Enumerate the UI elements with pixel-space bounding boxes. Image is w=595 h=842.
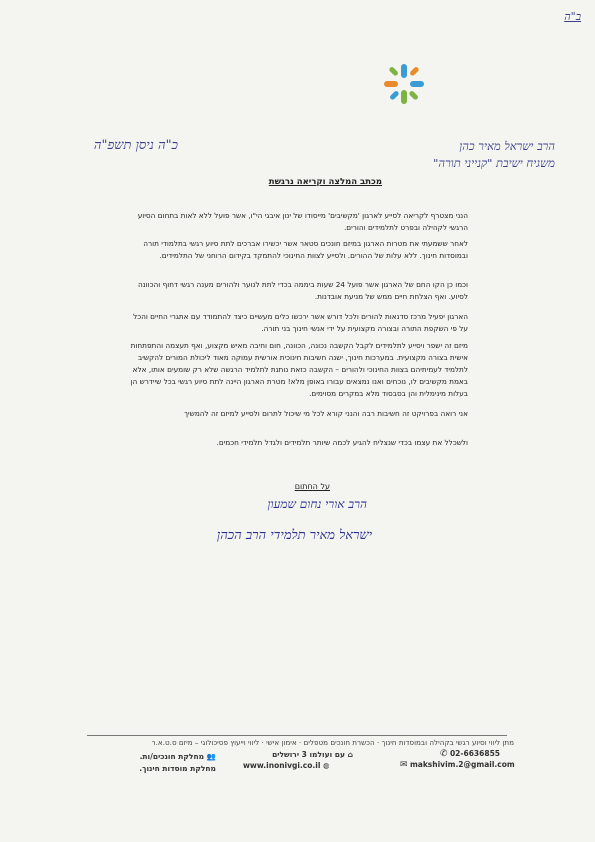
signoff: על החתום: [294, 482, 330, 491]
corner-mark: ב"ה: [564, 10, 581, 23]
footer-dept-2: [106, 764, 216, 773]
footer-address: עם ועולמו 3 ירושלים: [272, 750, 345, 759]
footer-website-row[interactable]: [243, 761, 363, 770]
signature-line-2: ישראל מאיר תלמידי הרב הכהן: [216, 528, 372, 543]
people-icon: 👥: [206, 752, 216, 761]
footer-divider: [87, 735, 507, 736]
footer-dept-1: [106, 752, 216, 761]
footer-email[interactable]: makshivim.2@gmail.com: [409, 760, 515, 769]
footer-services: מתן ליווי וסיוע רגשי בקהילה ובמוסדות חינוך · הכשרת חונכים מטפלים · אימון אישי · ליווי וייעוץ פסיכולוגי – מיזם ס.ט.א.ר: [151, 738, 514, 747]
globe-icon: ◍: [323, 761, 330, 770]
letter-title: מכתב המלצה וקריאה נרגשת: [268, 177, 382, 187]
logo-mark-icon: [382, 62, 426, 106]
paragraph-5: מיזם זה ישפר ויסייע לתלמידים לקבל הקשבה נכונה, הכוונה, חום וחיבה מאיש מקצוע, ואף תעצמה והתפתחות אישית בצורה מקצועית. במערכות חינוך, ישנה חשיבות חינוכית אורשית עמוקה מאוד ליכולת המורים להקשיב לתלמיד לעמיתיהם בצוות החינוכי ולהורים – הקשבה כזאת נותנת לתלמיד הרגשה שלא רק שומעים אותו, אלא באמת מקשיבים לו, נוכחים ואנו נמצאים עבורו באופן מלא! מטרת הארגון היינה לתת סיוע רגשי בכל שיידרש הן בעלות מינימלית והן בסבסוד מלא במקרים מסוימים.: [130, 341, 468, 398]
footer-email-row[interactable]: [400, 760, 570, 770]
location-icon: ⌂: [347, 750, 353, 759]
paragraph-7: ולשכלל את עצמו בכדי שנצליח להגיע לכמה שיותר תלמידים ולגדל תלמידי חכמים.: [216, 438, 468, 447]
handwritten-signature: [157, 495, 372, 545]
footer-phone-row: [440, 749, 560, 759]
footer-website[interactable]: www.inonivgi.co.il: [243, 761, 321, 770]
paragraph-1: הנני מצטרף לקריאה לסייע לארגון 'מקשיבים' מייסודו של ינון איבגי הי"ו, אשר פועל ללא לאות בתחום הסיוע הרגשי לקהילה ובפרט לתלמידים והורים.: [137, 211, 468, 232]
paragraph-6: אני רואה בפרויקט זה חשיבות רבה והנני קורא לכל מי שיכול לתרום ולסייע למיזם זה להמשיך: [184, 409, 468, 418]
paragraph-4: הארגון יפעיל מרכז סדנאות להורים ולכל דורש אשר ירכשו כלים מעשיים כיצד להתמודד עם אתגרי החיים והכל על פי השקפת התורה ובצורה מקצועית על ידי אנשי חינוך בני תורה.: [133, 312, 468, 333]
footer-dept-2-label: מחלקת מוסדות חינוך.: [139, 764, 216, 773]
recipient-line-1: הרב ישראל מאיר כהן: [459, 139, 555, 153]
footer-address-row: [243, 750, 353, 759]
paragraph-2: לאחר ששמעתי את מטרות הארגון במיזם חונכים סטאר אשר יכשירו אברכים לתת סיוע רגשי בתלמודי תורה ובמוסדות חינוך. ללא עלות של ההורים. ולסייע לצוות החינוכי להתמקד בקידום הרוחני של התלמידים.: [143, 239, 468, 260]
handwritten-date: כ"ה ניסן תשפ"ה: [93, 138, 178, 153]
footer-dept-1-label: מחלקת חונכים/ות.: [139, 752, 205, 761]
recipient-line-2: משגיח ישיבת "קנייני תורה": [433, 156, 555, 170]
paragraph-3: וכמו כן הקו החם של הארגון אשר פועל 24 שעות ביממה בכדי לתת לנוער ולהורים מענה רגשי דחוף והכוונה לסיוע. ואף הצלחת חיים ממש של מניעת אובדנות.: [137, 280, 468, 301]
email-icon: ✉: [400, 760, 408, 770]
footer-phone: 02-6636855: [449, 749, 501, 758]
signature-line-1: הרב אורי נחום שמעון: [267, 497, 367, 511]
handwritten-recipient: [325, 138, 555, 172]
phone-icon: ✆: [440, 749, 448, 759]
